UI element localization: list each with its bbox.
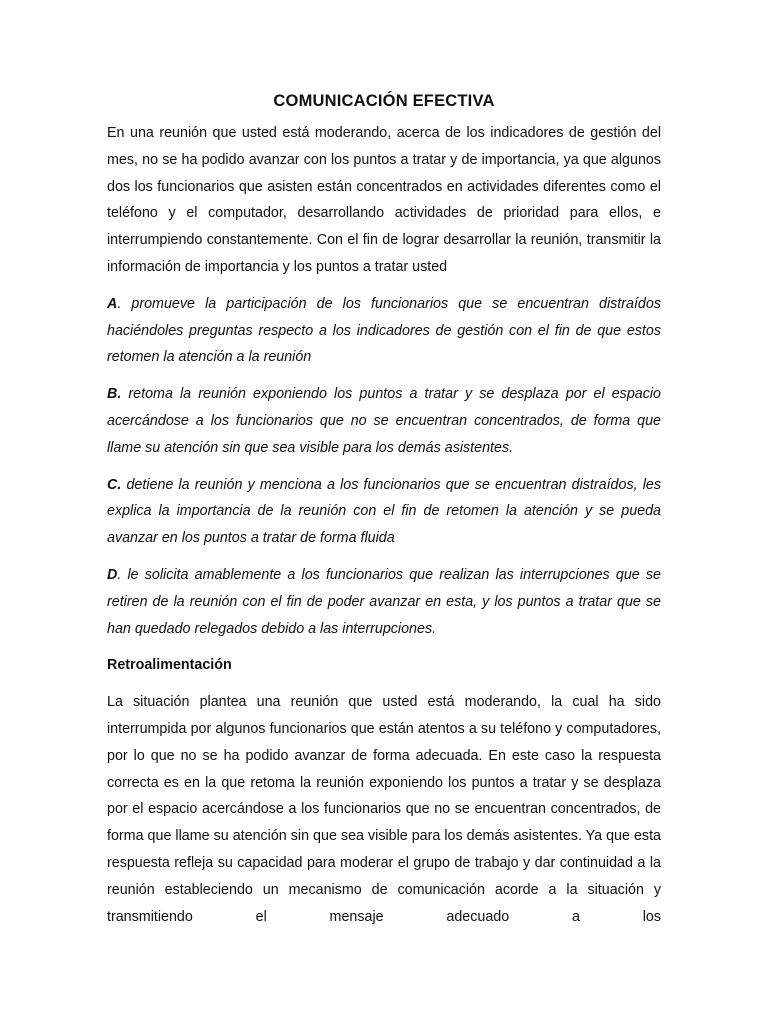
option-d-text: . le solicita amablemente a los funcionarios que realizan las interrupciones que se retiren de la reunión con el fin de poder avanzar en esta, y los puntos a tratar que se han quedado relegados debido a las interrupciones. xyxy=(107,566,661,637)
option-d-letter: D xyxy=(107,566,118,583)
option-a-text: . promueve la participación de los funcionarios que se encuentran distraídos haciéndoles preguntas respecto a los indicadores de gestión con el fin de que estos retomen la atención a la reunión xyxy=(107,295,661,366)
option-b xyxy=(107,381,661,461)
intro-paragraph: En una reunión que usted está moderando, acerca de los indicadores de gestión del mes, no se ha podido avanzar con los puntos a tratar y de importancia, ya que algunos dos los funcionarios que asisten están concentrados en actividades diferentes como el teléfono y el computador, desarrollando actividades de prioridad para ellos, e interrumpiendo constantemente. Con el fin de lograr desarrollar la reunión, transmitir la información de importancia y los puntos a tratar usted xyxy=(107,125,661,275)
feedback-heading: Retroalimentación xyxy=(107,657,232,674)
feedback-paragraph: La situación plantea una reunión que usted está moderando, la cual ha sido interrumpida por algunos funcionarios que están atentos a su teléfono y computadores, por lo que no se ha podido avanzar de forma adecuada. En este caso la respuesta correcta es en la que retoma la reunión exponiendo los puntos a tratar y se desplaza por el espacio acercándose a los funcionarios que no se encuentran concentrados, de forma que llame su atención sin que sea visible para los demás asistentes. Ya que esta respuesta refleja su capacidad para moderar el grupo de trabajo y dar continuidad a la reunión estableciendo un mecanismo de comunicación acorde a la situación y transmitiendo el mensaje adecuado a los xyxy=(107,694,661,925)
option-a-letter: A xyxy=(107,295,118,312)
option-c xyxy=(107,472,661,552)
option-b-letter: B. xyxy=(107,386,122,403)
option-d xyxy=(107,562,661,642)
document-page xyxy=(107,88,661,930)
option-c-letter: C. xyxy=(107,476,122,493)
option-b-text: retoma la reunión exponiendo los puntos a tratar y se desplaza por el espacio acercándose a los funcionarios que no se encuentran concentrados, de forma que llame su atención sin que sea visible para los demás asistentes. xyxy=(107,386,661,456)
document-title: COMUNICACIÓN EFECTIVA xyxy=(273,92,495,110)
option-a xyxy=(107,291,661,371)
option-c-text: detiene la reunión y menciona a los funcionarios que se encuentran distraídos, les explica la importancia de la reunión con el fin de retomen la atención y se pueda avanzar en los puntos a tratar de forma fluida xyxy=(107,476,661,547)
